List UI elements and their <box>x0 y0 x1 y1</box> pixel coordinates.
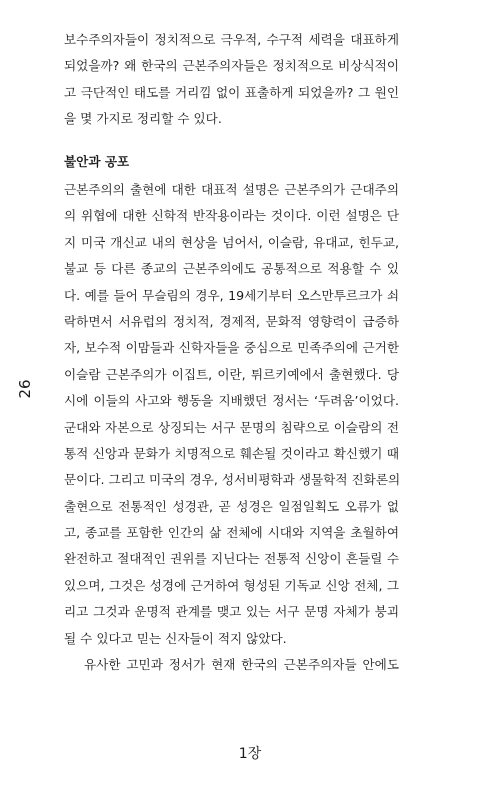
text-line: 군대와 자본으로 상징되는 서구 문명의 침략으로 이슬람의 전 <box>64 419 399 435</box>
text-line: 완전하고 절대적인 권위를 지닌다는 전통적 신앙이 흔들릴 수 <box>64 551 399 567</box>
text-line: 다. 예를 들어 무슬림의 경우, 19세기부터 오스만투르크가 쇠 <box>64 287 399 303</box>
text-line: 지 미국 개신교 내의 현상을 넘어서, 이슬람, 유대교, 힌두교, <box>64 234 399 250</box>
text-line: 을 몇 가지로 정리할 수 있다. <box>64 111 222 127</box>
text-line: 의 위협에 대한 신학적 반작용이라는 것이다. 이런 설명은 단 <box>64 208 399 224</box>
chapter-label: 1장 <box>238 746 262 762</box>
text-line: 불교 등 다른 종교의 근본주의에도 공통적으로 적용할 수 있 <box>64 261 399 277</box>
text-line: 자, 보수적 이맘들과 신학자들을 중심으로 민족주의에 근거한 <box>64 340 399 356</box>
text-line: 되었을까? 왜 한국의 근본주의자들은 정치적으로 비상식적이 <box>64 58 399 74</box>
text-line: 이슬람 근본주의가 이집트, 이란, 튀르키예에서 출현했다. 당 <box>64 366 399 382</box>
text-line: 시에 이들의 사고와 행동을 지배했던 정서는 ‘두려움’이었다. <box>64 393 399 409</box>
text-line: 락하면서 서유럽의 정치적, 경제적, 문화적 영향력이 급증하 <box>64 313 399 329</box>
page-number-text: 26 <box>16 379 34 399</box>
page-number <box>10 370 40 410</box>
text-line: 문이다. 그리고 미국의 경우, 성서비평학과 생물학적 진화론의 <box>64 472 401 488</box>
text-line: 출현으로 전통적인 성경관, 곧 성경은 일점일획도 오류가 없 <box>64 498 399 514</box>
text-line: 근본주의의 출현에 대한 대표적 설명은 근본주의가 근대주의 <box>64 182 399 197</box>
text-line: 유사한 고민과 정서가 현재 한국의 근본주의자들 안에도 <box>84 657 399 672</box>
text-line: 될 수 있다고 믿는 신자들이 적지 않았다. <box>64 630 287 646</box>
paragraph-next <box>84 652 399 678</box>
text-line: 고, 종교를 포함한 인간의 삶 전체에 시대와 지역을 초월하여 <box>64 525 399 541</box>
text-line: 리고 그것과 운명적 관계를 맺고 있는 서구 문명 자체가 붕괴 <box>64 604 399 620</box>
paragraph-main <box>64 177 399 652</box>
text-line: 보수주의자들이 정치적으로 극우적, 수구적 세력을 대표하게 <box>64 32 399 47</box>
section-heading: 불안과 공포 <box>64 154 130 169</box>
text-line: 통적 신앙과 문화가 치명적으로 훼손될 것이라고 확신했기 때 <box>64 445 399 461</box>
paragraph-intro <box>64 27 399 133</box>
text-line: 고 극단적인 태도를 거리낌 없이 표출하게 되었을까? 그 원인 <box>64 84 399 100</box>
text-line: 있으며, 그것은 성경에 근거하여 형성된 기독교 신앙 전체, 그 <box>64 577 399 593</box>
